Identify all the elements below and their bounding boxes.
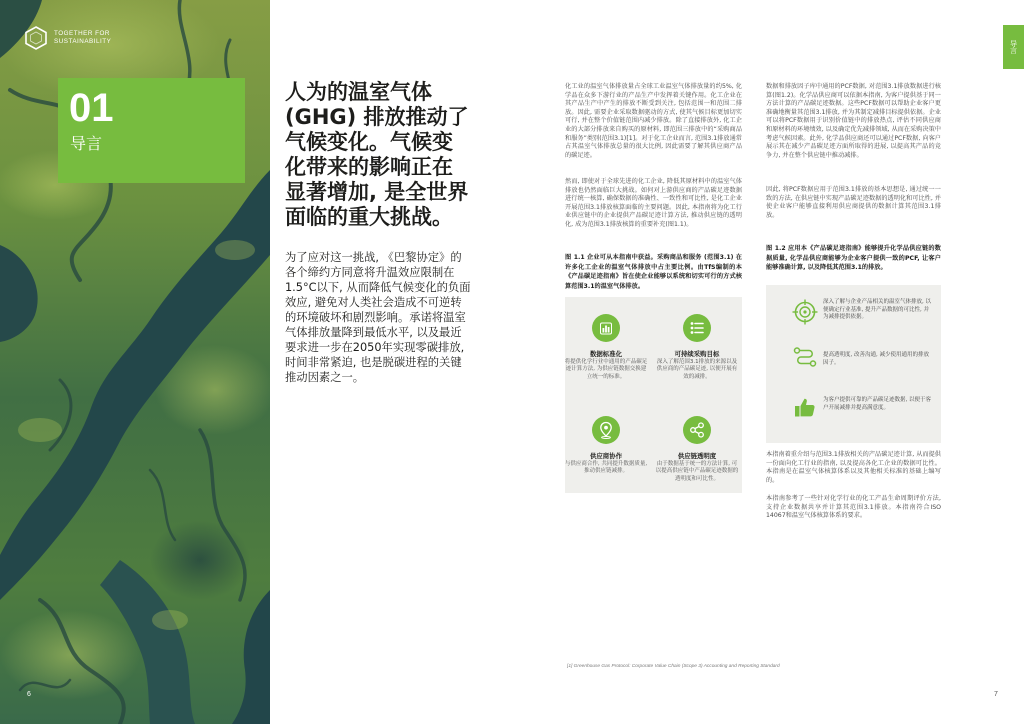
page-number-right: 7 xyxy=(994,691,998,698)
figure-1-1-text: 将提供化学行业中通用的产品碳足迹计算方法, 为供应链数据交换建立统一的标准。 xyxy=(564,359,648,380)
col1-paragraph-1: 化工业的温室气体排放量占全球工业温室气体排放量的约5%, 化学品在众多下游行业的产品生产中发挥着关键作用。化工企业在其产品生产中产生的排放不断受到关注, 包括范围一和范围二排放。因此, 需要企业采取数据驱动的方式, 使其气候目标更加切实可行, 并在整个价值链范围内减少排放。除了直接排放外, 化工企业的大部分排放来自购买的原材料, 即范围三排放中的“采购商品和服务”类别(范围3.1)[1]。对于化工企业而言, 范围3.1排放通常占其温室气体排放总量的很大比例, 因此需要了解其供应商产品的碳足迹。 xyxy=(565,83,742,159)
bar-chart-icon xyxy=(592,314,620,342)
footnote: [1] Greenhouse Gas Protocol: Corporate Value Chain (Scope 3) Accounting and Reporting Standard xyxy=(567,664,780,669)
heading-line: 面临的重大挑战。 xyxy=(285,205,453,229)
share-icon xyxy=(683,416,711,444)
page-heading xyxy=(285,80,469,230)
figure-1-1-caption: 图 1.1 企业可从本指南中获益。采购商品和服务 (范围3.1) 在许多化工企业的温室气体排放中占主要比例。由TfS编制的本《产品碳足迹指南》旨在使企业能够以系统和切实可行的方式核算范围3.1的温室气体排放。 xyxy=(565,254,742,290)
intro-paragraph xyxy=(285,250,471,385)
section-number: 01 xyxy=(69,86,114,130)
figure-1-2 xyxy=(766,285,941,443)
figure-1-1-text: 与供应商合作, 共同提升数据质量, 推动供应链减排。 xyxy=(564,461,648,475)
figure-1-1-text: 由于数据基于统一的方法计算, 可以提高供应链中产品碳足迹数据的透明度和可比性。 xyxy=(655,461,739,482)
heading-line: 显著增加, 是全世界 xyxy=(285,180,469,204)
logo-line-2: SUSTAINABILITY xyxy=(54,38,112,45)
route-icon xyxy=(792,344,818,370)
col1-paragraph-2: 然而, 即使对于全球先进的化工企业, 降低其原材料中的温室气体排放也仍然面临巨大挑战。如何对上游供应商的产品碳足迹数据进行统一核算, 确保数据的准确性、一致性和可比性, 是化工企业开展范围3.1排放核算面临的主要问题。因此, 本指南将为化工行业供应链中的企业提供产品碳足迹计算方法, 推动供应链的透明化, 成为范围3.1排放核算的重要补充(图1.1)。 xyxy=(565,178,742,228)
col2-paragraph-4: 本指南参考了一些针对化学行业的化工产品生命周期评价方法, 支持企业数据共享并计算其范围3.1排放。本指南符合ISO 14067和温室气体核算体系的要求。 xyxy=(766,495,941,520)
figure-1-1-label: 供应商协作 xyxy=(590,452,622,460)
intro-line: 1.5°C以下, 从而降低气候变化的负面 xyxy=(285,281,471,294)
checklist-icon xyxy=(683,314,711,342)
page-number-left: 6 xyxy=(27,691,31,698)
figure-1-1-item xyxy=(564,314,648,381)
heading-line: (GHG) 排放推动了 xyxy=(285,105,469,129)
figure-1-1 xyxy=(565,297,742,493)
figure-1-1-text: 深入了解范围3.1排放的来源以及供应商的产品碳足迹, 以便开展有效的减排。 xyxy=(656,359,738,380)
col2-paragraph-2: 因此, 将PCF数据应用于范围3.1排放的基本思想是, 通过统一一致的方法, 在供应链中实现产品碳足迹数据的透明化和可比性, 并使企业客户能够直接利用供应商提供的数据计算其范围3.1排放。 xyxy=(766,186,941,219)
figure-1-1-label: 可持续采购目标 xyxy=(674,350,720,358)
section-side-tab xyxy=(1003,25,1024,69)
thumbs-up-icon xyxy=(792,394,818,420)
section-badge xyxy=(58,78,245,183)
logo-text xyxy=(54,30,111,46)
figure-1-2-text: 为客户提供可靠的产品碳足迹数据, 以便于客户开展减排并提高满意度。 xyxy=(823,397,931,411)
col2-paragraph-3: 本指南着重介绍与范围3.1排放相关的产品碳足迹计算, 从而提供一份面向化工行业的指南, 以及提高各化工企业的数据可比性。本指南是在温室气体核算体系以及其他相关标准的基础上编写的。 xyxy=(766,451,941,484)
tfs-logo xyxy=(25,26,111,50)
figure-1-1-item xyxy=(655,416,739,483)
heading-line: 化带来的影响正在 xyxy=(285,155,453,179)
figure-1-2-text: 提高透明度, 改善沟通, 减少使用通用的排放因子。 xyxy=(823,352,929,366)
intro-line: 时间非常紧迫, 也是脱碳进程的关键 xyxy=(285,356,462,369)
hexagon-logo-icon xyxy=(25,26,47,50)
intro-line: 要求进一步在2050年实现零碳排放, xyxy=(285,341,465,354)
intro-line: 为了应对这一挑战, 《巴黎协定》的 xyxy=(285,251,462,264)
intro-line: 效应, 避免对人类社会造成不可逆转 xyxy=(285,296,462,309)
location-pin-icon xyxy=(592,416,620,444)
target-icon xyxy=(792,299,818,325)
col2-paragraph-1: 数据和排放因子库中通用的PCF数据, 对范围3.1排放数据进行核算(图1.2)。化学品供应商可以依据本指南, 为客户提供基于同一方法计算的产品碳足迹数据。这些PCF数据可以帮助企业客户更准确地衡量其范围3.1排放, 并为其制定减排目标提供依据。企业可以将PCF数据用于识别价值链中的排放热点, 评估不同供应商和原材料的环境绩效, 以及确定优先减排领域, 从而在采购决策中考虑气候因素。此外, 化学品供应商还可以通过PCF数据, 向客户展示其在减少产品碳足迹方面所取得的进展, 以提高其产品的竞争力, 并在整个供应链中推动减排。 xyxy=(766,83,941,159)
side-tab-label: 导言 xyxy=(1009,40,1018,54)
intro-line: 推动因素之一。 xyxy=(285,371,365,384)
section-title: 导言 xyxy=(70,134,103,153)
figure-1-1-label: 供应链透明度 xyxy=(677,452,717,460)
figure-1-1-item xyxy=(655,314,739,381)
intro-line: 各个缔约方同意将升温效应限制在 xyxy=(285,266,455,279)
figure-1-1-item xyxy=(564,416,648,476)
figure-1-1-label: 数据标准化 xyxy=(590,350,622,358)
figure-1-2-caption: 图 1.2 应用本《产品碳足迹指南》能够提升化学品供应链的数据质量, 化学品供应商能够为企业客户提供一致的PCF, 让客户能够准确计算, 以及降低其范围3.1的排放。 xyxy=(766,245,941,272)
heading-line: 人为的温室气体 xyxy=(285,80,432,104)
logo-line-1: TOGETHER FOR xyxy=(54,30,110,37)
intro-line: 气体排放量降到最低水平, 以及最近 xyxy=(285,326,462,339)
heading-line: 气候变化。气候变 xyxy=(285,130,453,154)
intro-line: 的环境破坏和剧烈影响。承诺将温室 xyxy=(285,311,466,324)
figure-1-2-text: 深入了解与企业产品相关的温室气体排放, 以便确定行业基准, 提升产品数据的可比性, 并为减排提供依据。 xyxy=(823,299,931,321)
